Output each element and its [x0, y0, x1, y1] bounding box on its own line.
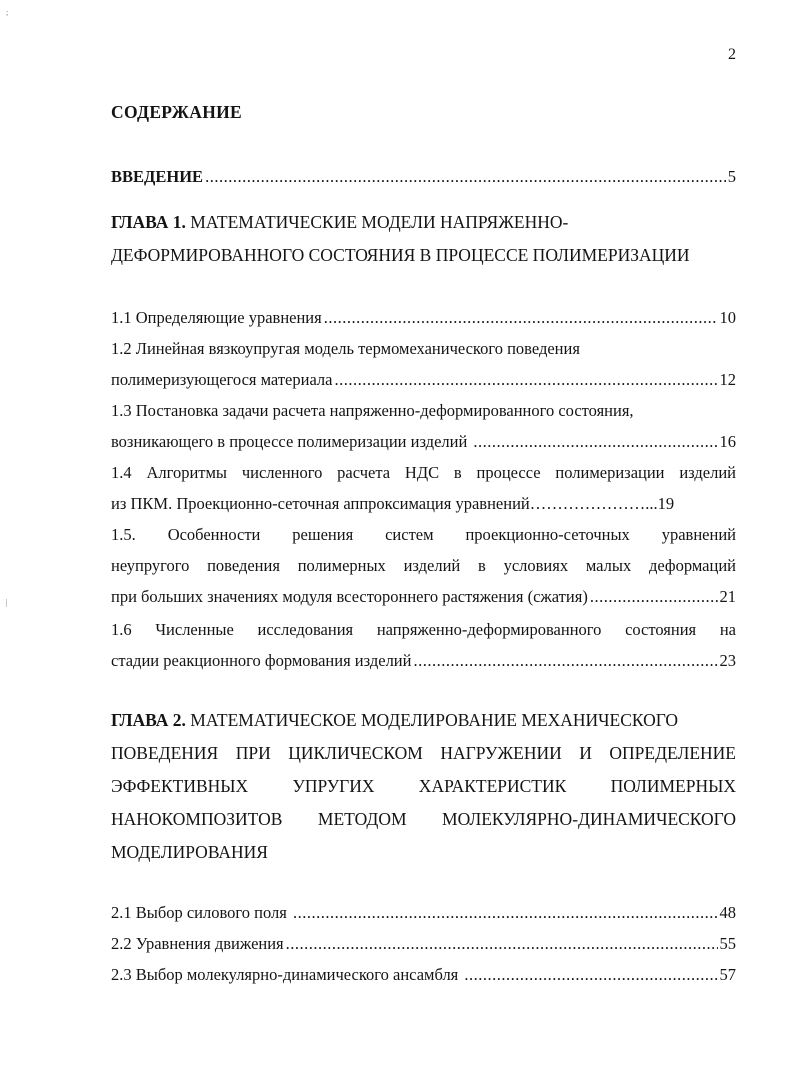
leader-dots	[293, 897, 718, 928]
page-ref: 12	[719, 370, 736, 389]
chapter-1-title-line: МАТЕМАТИЧЕСКИЕ МОДЕЛИ НАПРЯЖЕННО-	[185, 212, 569, 232]
page-ref: 57	[719, 965, 736, 984]
page-ref: 10	[719, 308, 736, 327]
section-title: 1.6 Численные исследования напряженно-деформированного состояния на	[111, 620, 736, 639]
toc-entry-1-2[interactable]	[111, 333, 736, 395]
chapter-2-title-line: МАТЕМАТИЧЕСКОЕ МОДЕЛИРОВАНИЕ МЕХАНИЧЕСКОГО	[185, 710, 679, 730]
chapter-1-heading[interactable]	[111, 206, 736, 272]
page-ref: 5	[727, 167, 736, 186]
leader-dots	[473, 426, 717, 457]
section-title-cont: из ПКМ. Проекционно-сеточная аппроксимация уравнений…………………...19	[111, 494, 675, 513]
page-ref: 16	[719, 432, 736, 451]
section-title-cont: стадии реакционного формования изделий	[111, 651, 412, 670]
section-title-cont: полимеризующегося материала	[111, 370, 333, 389]
section-title: 1.4 Алгоритмы численного расчета НДС в процессе полимеризации изделий	[111, 463, 736, 482]
section-title: 2.2 Уравнения движения	[111, 934, 284, 953]
toc-entry-2-3[interactable]	[111, 959, 736, 990]
intro-label: ВВЕДЕНИЕ	[111, 167, 204, 186]
section-title-cont: возникающего в процессе полимеризации изделий	[111, 432, 472, 451]
leader-dots	[205, 161, 726, 192]
section-title: 1.3 Постановка задачи расчета напряженно-деформированного состояния,	[111, 401, 634, 420]
chapter-2-heading[interactable]	[111, 704, 736, 869]
chapter-2-label: ГЛАВА 2.	[111, 710, 186, 730]
chapter-2-title-line: МОДЕЛИРОВАНИЯ	[111, 842, 268, 862]
leader-dots	[590, 581, 718, 612]
page-ref: 23	[719, 651, 736, 670]
chapter-2-title-line: ЭФФЕКТИВНЫХ УПРУГИХ ХАРАКТЕРИСТИК ПОЛИМЕРНЫХ	[111, 776, 736, 796]
toc-entry-1-5[interactable]	[111, 519, 736, 612]
section-title: 2.3 Выбор молекулярно-динамического ансамбля	[111, 965, 463, 984]
section-title: 1.5. Особенности решения систем проекционно-сеточных уравнений	[111, 525, 736, 544]
chapter-2-title-line: НАНОКОМПОЗИТОВ МЕТОДОМ МОЛЕКУЛЯРНО-ДИНАМИЧЕСКОГО	[111, 809, 736, 829]
toc-entry-1-3[interactable]	[111, 395, 736, 457]
leader-dots	[324, 302, 718, 333]
leader-dots	[413, 645, 717, 676]
page-ref: 48	[719, 903, 736, 922]
toc-title: СОДЕРЖАНИЕ	[111, 102, 243, 122]
page-ref: 21	[719, 587, 736, 606]
section-title: 1.2 Линейная вязкоупругая модель термомеханического поведения	[111, 339, 580, 358]
toc-entry-1-4[interactable]	[111, 457, 736, 519]
chapter-2-title-line: ПОВЕДЕНИЯ ПРИ ЦИКЛИЧЕСКОМ НАГРУЖЕНИИ И ОПРЕДЕЛЕНИЕ	[111, 743, 736, 763]
section-title-cont: при больших значениях модуля всестороннего растяжения (сжатия)	[111, 587, 588, 606]
toc-entry-2-2[interactable]	[111, 928, 736, 959]
page-number: 2	[728, 46, 736, 63]
section-title-cont: неупругого поведения полимерных изделий в условиях малых деформаций	[111, 556, 736, 575]
section-title: 1.1 Определяющие уравнения	[111, 308, 322, 327]
chapter-1-label: ГЛАВА 1.	[111, 212, 186, 232]
page-ref: 55	[719, 934, 736, 953]
toc-entry-1-6[interactable]	[111, 614, 736, 676]
leader-dots	[464, 959, 717, 990]
toc-entry-2-1[interactable]	[111, 897, 736, 928]
toc-entry-intro[interactable]	[111, 161, 736, 192]
chapter-1-title-line: ДЕФОРМИРОВАННОГО СОСТОЯНИЯ В ПРОЦЕССЕ ПОЛИМЕРИЗАЦИИ	[111, 245, 690, 265]
section-title: 2.1 Выбор силового поля	[111, 903, 291, 922]
toc-entry-1-1[interactable]	[111, 302, 736, 333]
leader-dots	[286, 928, 718, 959]
leader-dots	[334, 364, 717, 395]
